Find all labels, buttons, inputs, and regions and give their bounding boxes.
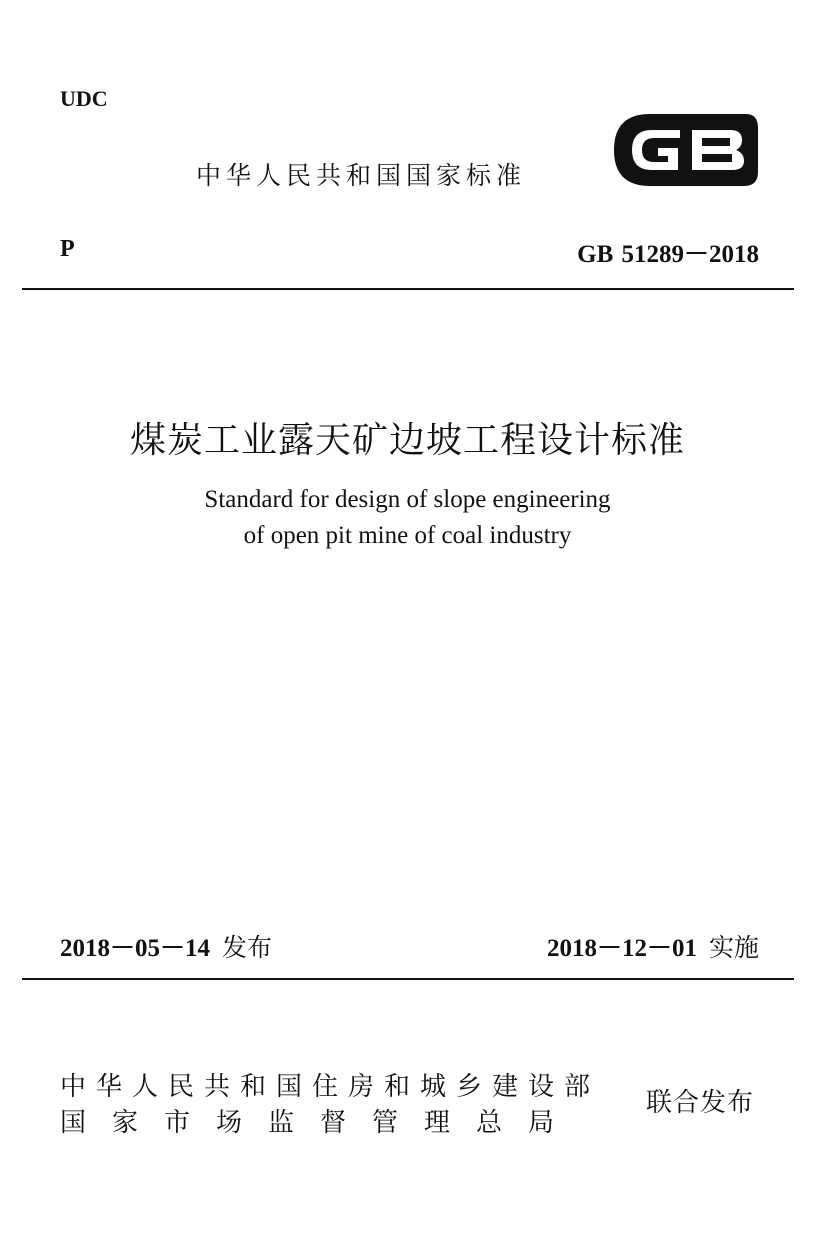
classification-code: P [60, 236, 75, 262]
issue-date-block [60, 928, 272, 964]
implement-date-block [547, 928, 759, 964]
issue-date: 2018－05－14 [60, 935, 211, 962]
gb-logo [612, 112, 760, 188]
joint-issue-label: 联合发布 [646, 1088, 755, 1118]
title-english-line-2: of open pit mine of coal industry [243, 522, 572, 549]
implement-date: 2018－12－01 [546, 935, 697, 962]
title-chinese: 煤炭工业露天矿边坡工程设计标准 [129, 420, 685, 460]
issuer-ministry: 中华人民共和国住房和城乡建设部 [60, 1072, 601, 1102]
national-standard-label: 中华人民共和国国家标准 [196, 161, 527, 190]
issuer-administration: 国家市场监督管理总局 [60, 1108, 581, 1138]
title-english [0, 482, 815, 554]
issue-label: 发布 [222, 933, 273, 962]
top-divider [22, 288, 794, 290]
implement-label: 实施 [708, 933, 759, 962]
udc-label: UDC [60, 86, 108, 111]
bottom-divider [22, 978, 794, 980]
standard-number: GB 51289－2018 [577, 241, 759, 268]
title-english-line-1: Standard for design of slope engineering [204, 486, 611, 513]
